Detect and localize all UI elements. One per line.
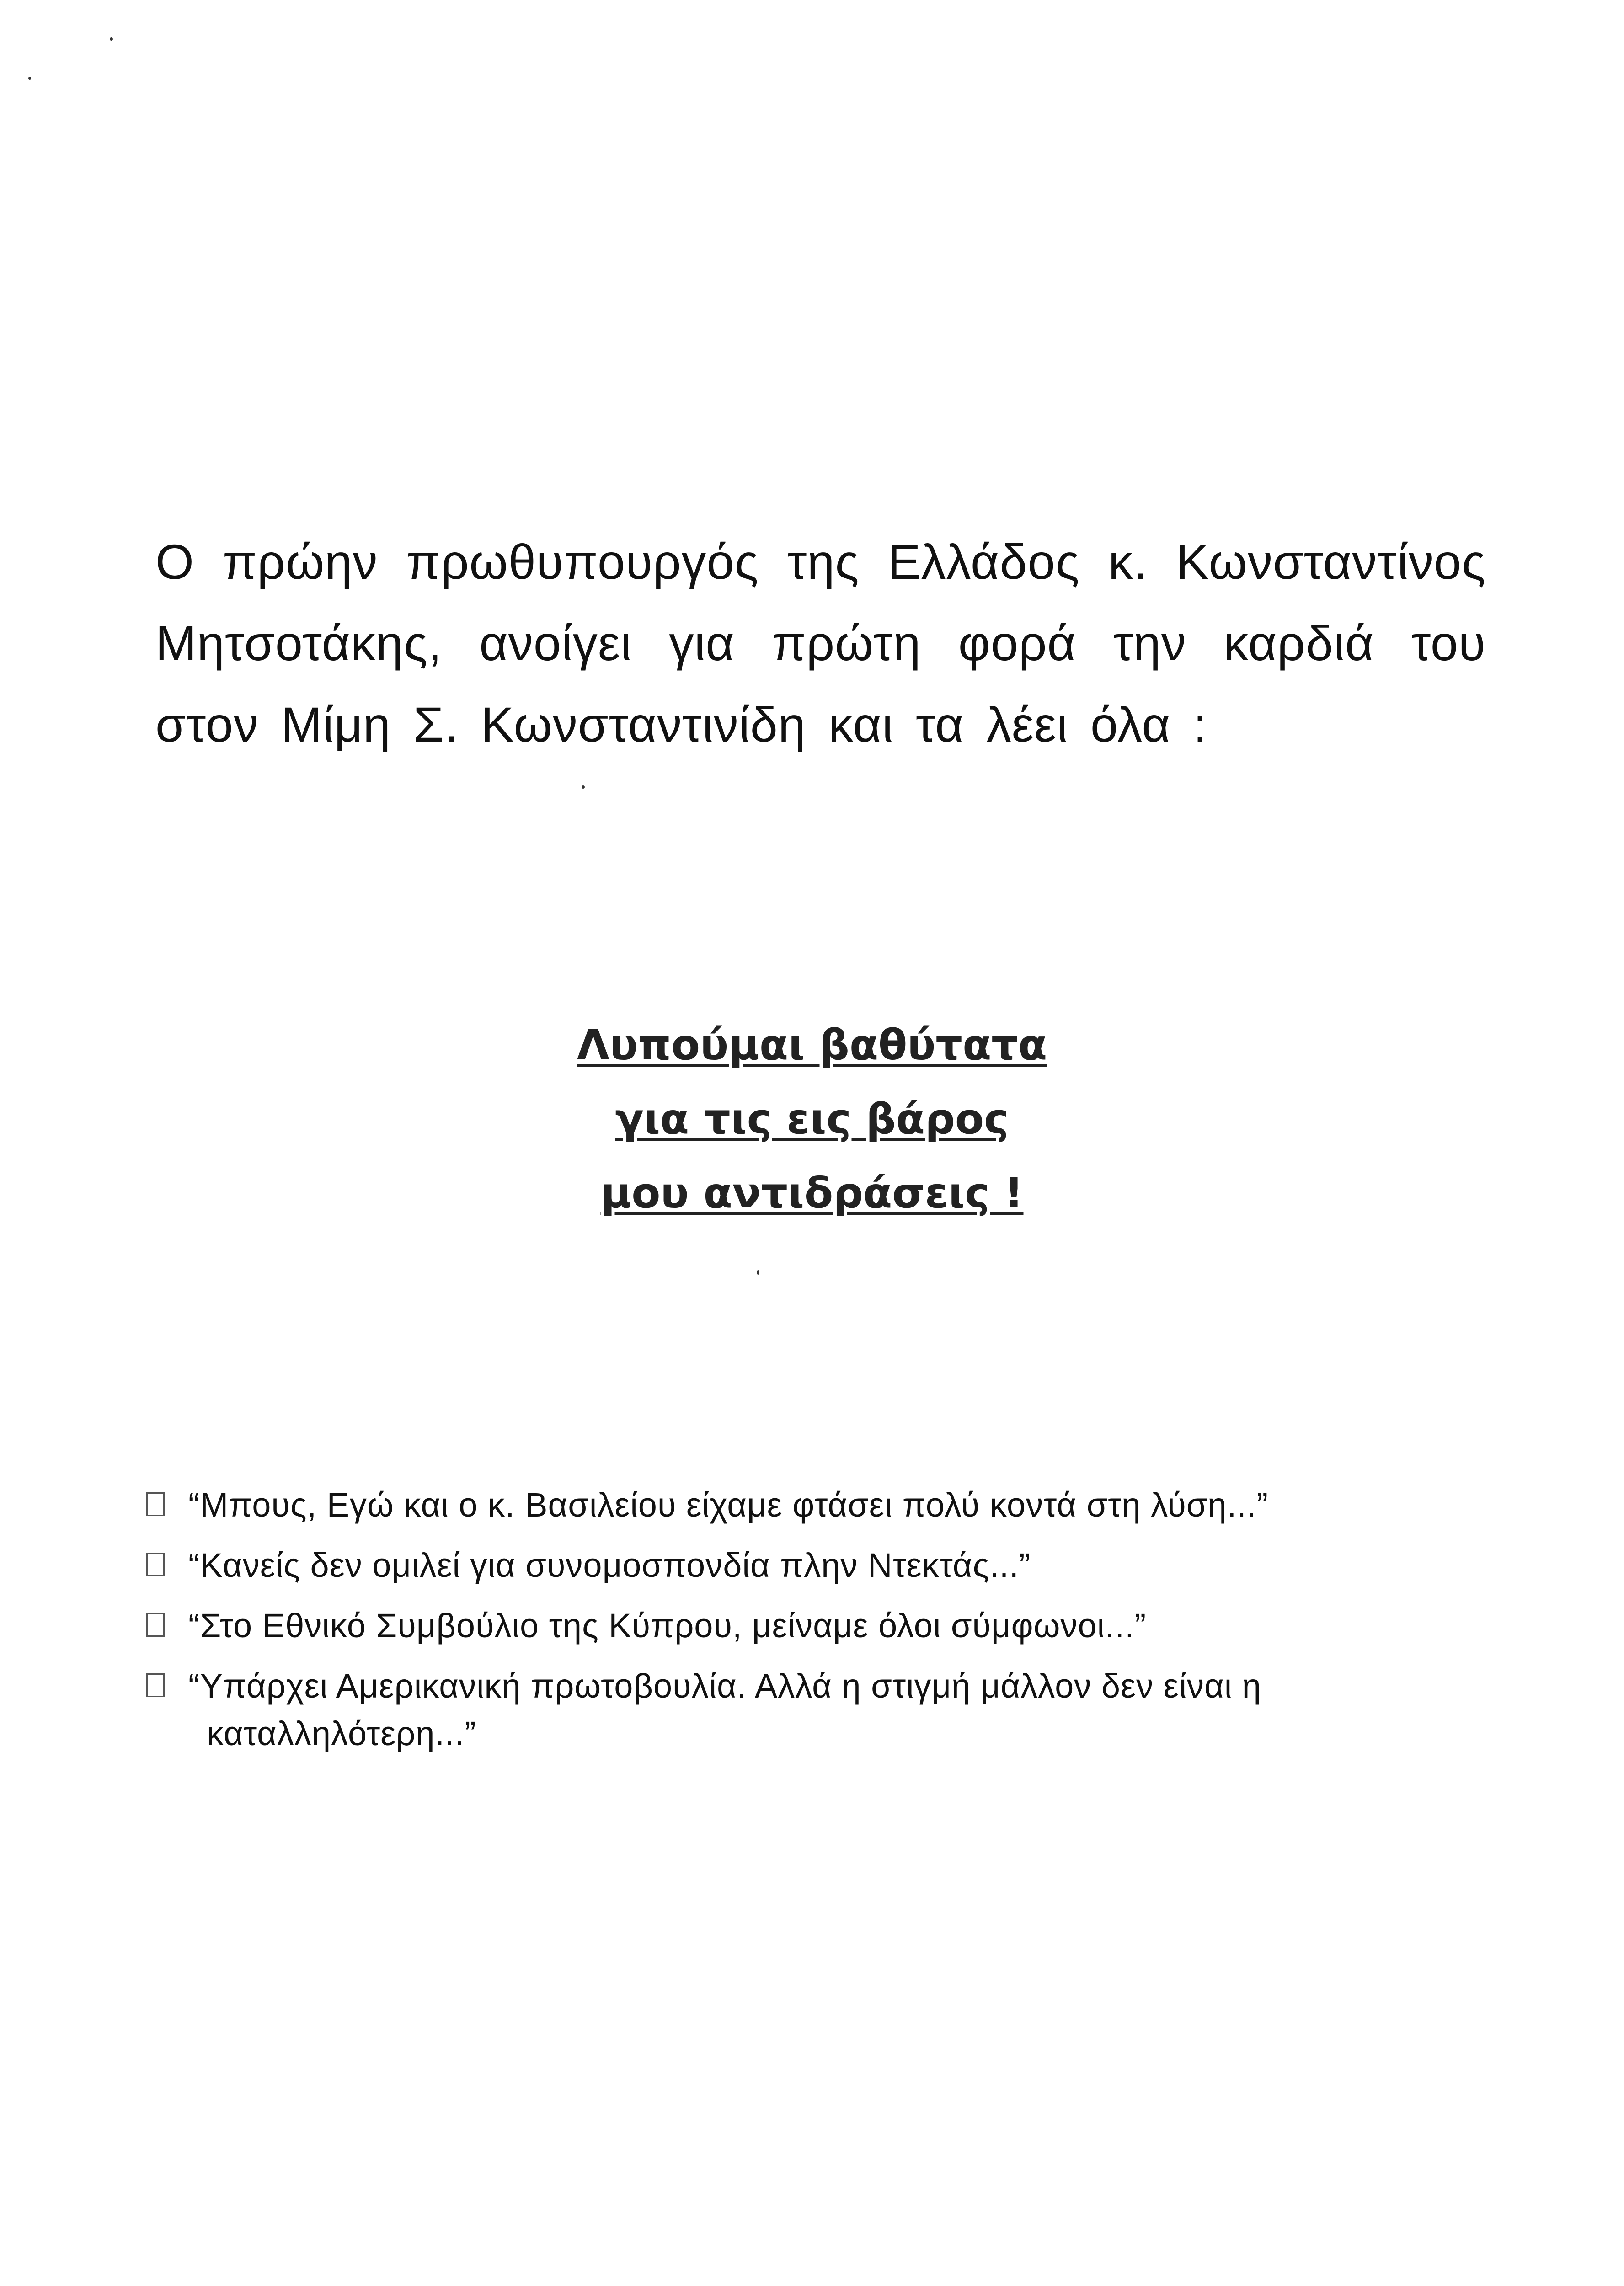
bullet-box-icon <box>146 1673 165 1697</box>
quote-text: “Μπους, Εγώ και ο κ. Βασιλείου είχαμε φτάσει πολύ κοντά στη λύση...” <box>188 1486 1269 1524</box>
scan-speck <box>110 37 113 41</box>
bullet-box-icon <box>146 1492 165 1516</box>
intro-paragraph <box>155 521 1486 765</box>
headline <box>0 1008 1624 1230</box>
quote-list <box>146 1481 1472 1770</box>
quote-item <box>146 1602 1472 1650</box>
quote-text: “Στο Εθνικό Συμβούλιο της Κύπρου, μείναμε όλοι σύμφωνοι...” <box>188 1607 1147 1645</box>
quote-text: “Κανείς δεν ομιλεί για συνομοσπονδία πλην Ντεκτάς...” <box>188 1546 1031 1584</box>
quote-item <box>146 1481 1472 1529</box>
bullet-box-icon <box>146 1553 165 1576</box>
headline-line-1: Λυπούμαι βαθύτατα <box>577 1020 1047 1069</box>
headline-line-3: μου αντιδράσεις ! <box>600 1169 1024 1218</box>
quote-item <box>146 1662 1472 1757</box>
intro-text: Ο πρώην πρωθυπουργός της Ελλάδος κ. Κωνσταντίνος Μητσοτάκης, ανοίγει για πρώτη φορά την καρδιά του στον Μίμη Σ. Κωνσταντινίδη και τα λέει όλα : <box>155 534 1486 752</box>
scan-speck <box>757 1270 759 1275</box>
quote-text: “Υπάρχει Αμερικανική πρωτοβουλία. Αλλά η στιγμή μάλλον δεν είναι η <box>188 1667 1261 1705</box>
bullet-box-icon <box>146 1613 165 1637</box>
scan-speck <box>28 77 31 80</box>
quote-text-continuation: καταλληλότερη...” <box>207 1714 476 1752</box>
quote-item <box>146 1542 1472 1589</box>
headline-line-2: για τις εις βάρος <box>615 1095 1009 1143</box>
scan-speck <box>582 785 585 789</box>
